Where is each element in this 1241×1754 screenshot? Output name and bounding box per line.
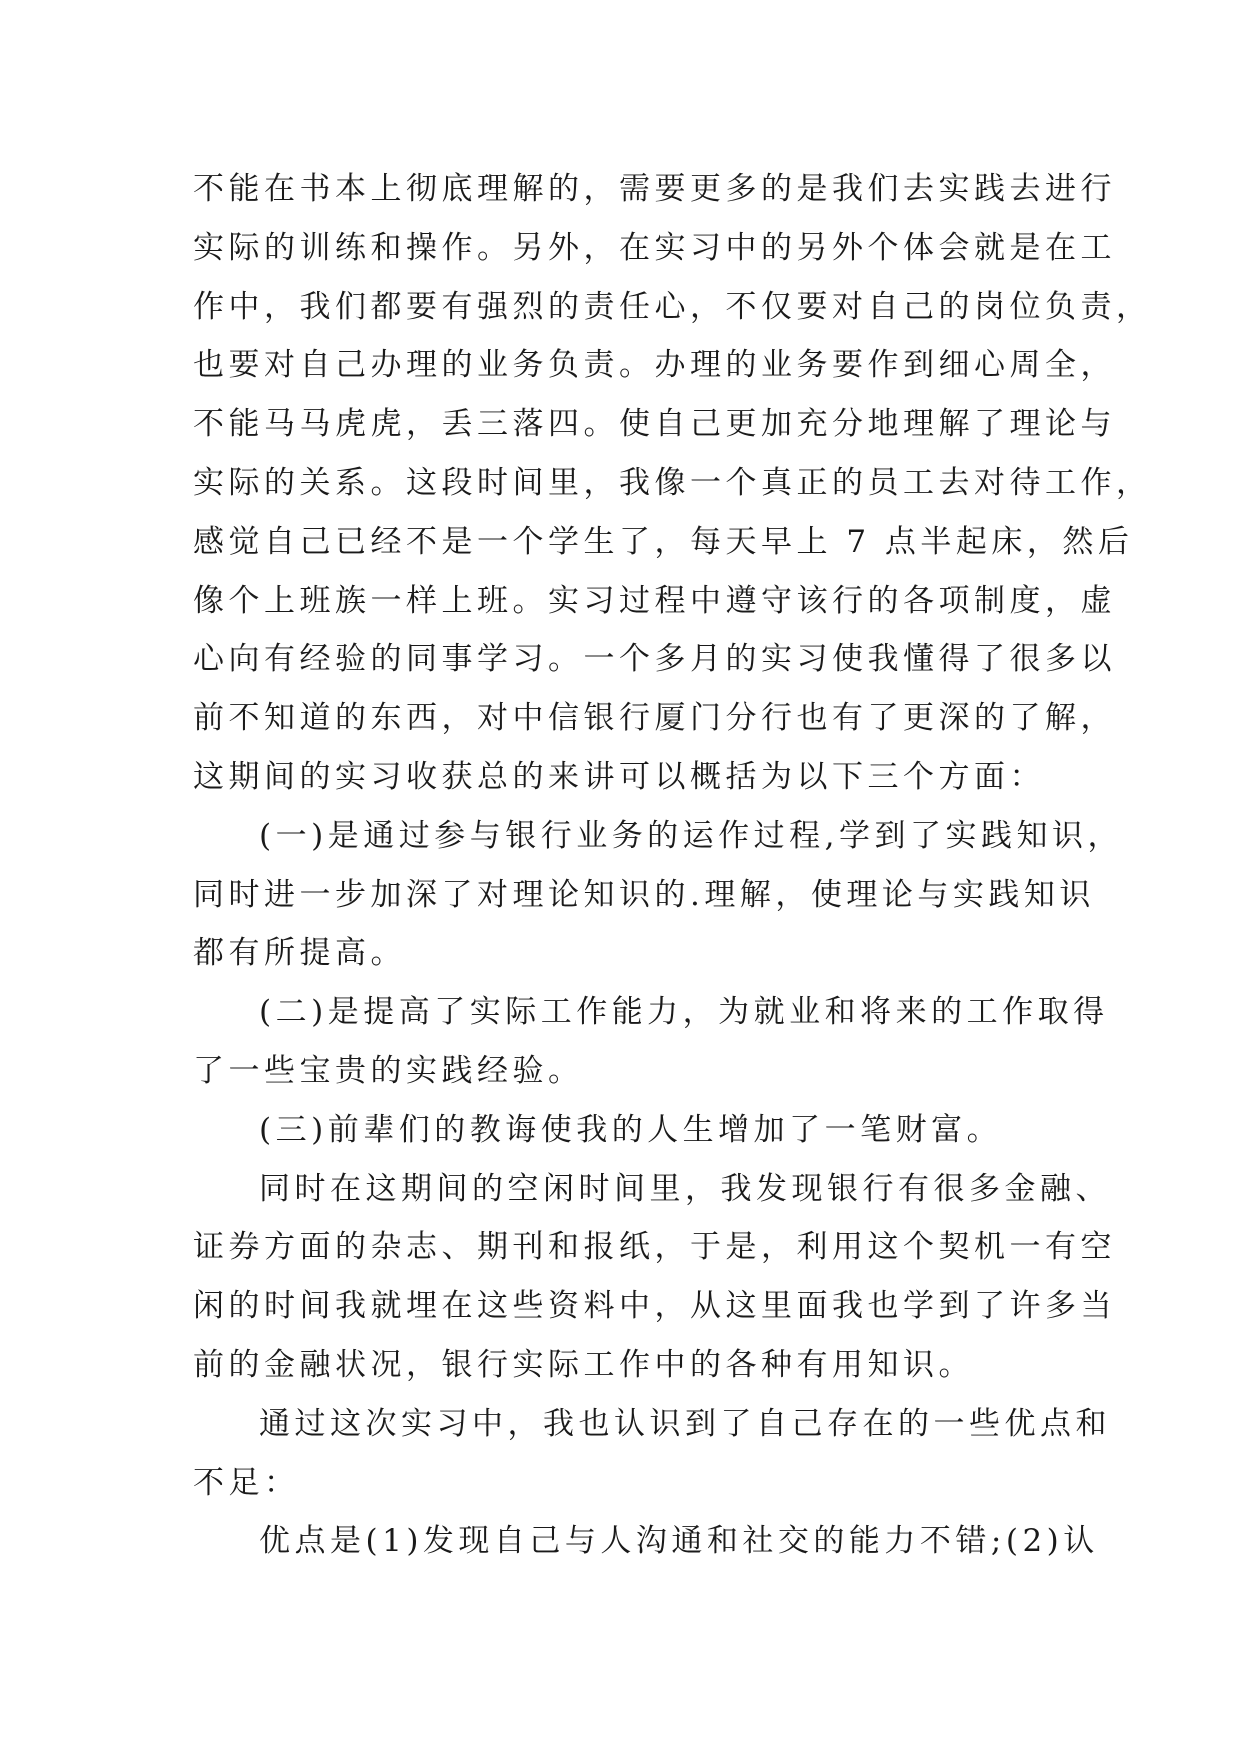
text-line: 同时在这期间的空闲时间里，我发现银行有很多金融、 [259, 1170, 1111, 1207]
text-line: 同时进一步加深了对理论知识的.理解，使理论与实践知识 [193, 876, 1095, 913]
text-line: 实际的关系。这段时间里，我像一个真正的员工去对待工作， [193, 464, 1152, 501]
text-line: 都有所提高。 [193, 935, 406, 972]
text-line: 通过这次实习中，我也认识到了自己存在的一些优点和 [259, 1405, 1111, 1442]
text-line: 实际的训练和操作。另外，在实习中的另外个体会就是在工 [193, 229, 1116, 266]
text-line: 前的金融状况，银行实际工作中的各种有用知识。 [193, 1346, 974, 1383]
text-line: 感觉自己已经不是一个学生了，每天早上 7 点半起床，然后 [193, 523, 1134, 560]
text-line: 不足： [193, 1464, 300, 1501]
text-line: 证券方面的杂志、期刊和报纸，于是，利用这个契机一有空 [193, 1229, 1116, 1266]
text-line: 不能在书本上彻底理解的，需要更多的是我们去实践去进行 [193, 171, 1116, 207]
text-line: 优点是(1)发现自己与人沟通和社交的能力不错;(2)认 [259, 1523, 1099, 1560]
text-line: 这期间的实习收获总的来讲可以概括为以下三个方面： [193, 758, 1045, 795]
text-line: 作中，我们都要有强烈的责任心，不仅要对自己的岗位负责， [193, 288, 1152, 325]
text-line: 闲的时间我就埋在这些资料中，从这里面我也学到了许多当 [193, 1288, 1116, 1325]
text-line: (一)是通过参与银行业务的运作过程,学到了实践知识， [259, 817, 1124, 854]
body-text [193, 160, 1152, 1571]
text-line: 心向有经验的同事学习。一个多月的实习使我懂得了很多以 [193, 641, 1116, 678]
text-line: 不能马马虎虎，丢三落四。使自己更加充分地理解了理论与 [193, 406, 1116, 443]
text-line: (三)前辈们的教诲使我的人生增加了一笔财富。 [259, 1111, 1003, 1148]
text-line: 也要对自己办理的业务负责。办理的业务要作到细心周全， [193, 347, 1116, 384]
text-line: 了一些宝贵的实践经验。 [193, 1052, 584, 1089]
text-line: 像个上班族一样上班。实习过程中遵守该行的各项制度，虚 [193, 582, 1116, 619]
text-line: (二)是提高了实际工作能力，为就业和将来的工作取得 [259, 994, 1109, 1031]
text-line: 前不知道的东西，对中信银行厦门分行也有了更深的了解， [193, 700, 1116, 737]
